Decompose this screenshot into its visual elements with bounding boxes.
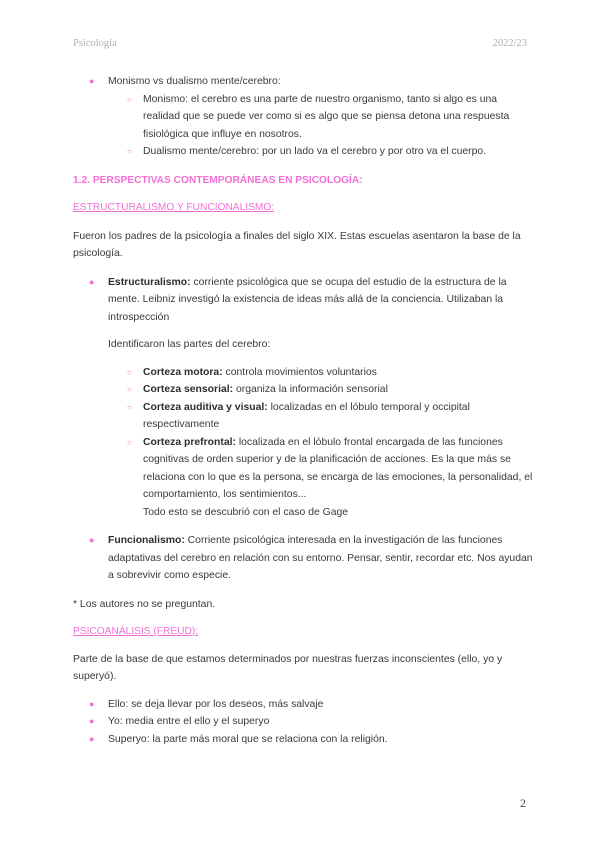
document-body [73,73,533,748]
paragraph: Todo esto se descubrió con el caso de Gage [143,506,349,518]
bullet-icon: ● [89,76,95,86]
sub-bullet-corteza: ○ Corteza sensorial: organiza la información sensorial [73,381,533,399]
sub-bullet-dualismo: ○ Dualismo mente/cerebro: por un lado va el cerebro y por otro va el cuerpo. [73,143,533,161]
bullet-estructuralismo: ● Estructuralismo: corriente psicológica que se ocupa del estudio de la estructura de la mente. Leibniz investigó la existencia de ideas más allá de la conciencia. Utilizaban la introspección [73,274,533,327]
page-number: 2 [520,796,526,810]
subsection-heading: PSICOANÁLISIS (FREUD): [73,626,199,637]
circle-bullet-icon: ○ [127,385,132,394]
bullet-icon: ● [89,716,95,726]
sub-bullet-monismo: ○ Monismo: el cerebro es una parte de nuestro organismo, tanto si algo es una realidad que se puede ver como si es algo que se piensa detona una respuesta fisiológica que influye en nosotros. [73,91,533,144]
note: * Los autores no se preguntan. [73,598,216,610]
paragraph: Parte de la base de que estamos determinados por nuestras fuerzas inconscientes (ello, yo y superyó). [73,653,503,682]
paragraph: Fueron los padres de la psicología a finales del siglo XIX. Estas escuelas asentaron la base de la psicología. [73,230,521,259]
bullet-monismo: ● Monismo vs dualismo mente/cerebro: [73,73,533,91]
circle-bullet-icon: ○ [127,402,132,412]
bullet-yo: ● Yo: media entre el ello y el superyo [73,713,533,731]
sub-bullet-corteza: ○ Corteza motora: controla movimientos voluntarios [73,364,533,382]
paragraph: Identificaron las partes del cerebro: [108,339,271,350]
sub-bullet-corteza: ○ Corteza prefrontal: localizada en el lóbulo frontal encargada de las funciones cognitivas de orden superior y de la planificación de acciones. Es la que más se relaciona con lo que es la persona, se encarga de las emociones, la personalidad, el comportamiento, los sentimientos... [73,434,533,504]
circle-bullet-icon: ○ [127,437,132,447]
bullet-icon: ● [89,733,95,744]
bullet-ello: ● Ello: se deja llevar por los deseos, más salvaje [73,696,533,714]
bullet-funcionalismo: ● Funcionalismo: Corriente psicológica interesada en la investigación de las funciones adaptativas del cerebro en relación con su entorno. Pensar, sentir, recordar etc. Nos ayudan a sobrevivir como especie. [73,532,533,585]
section-heading: 1.2. PERSPECTIVAS CONTEMPORÁNEAS EN PSICOLOGÍA: [73,174,363,186]
subsection-heading: ESTRUCTURALISMO Y FUNCIONALISMO: [73,202,275,213]
sub-bullet-corteza: ○ Corteza auditiva y visual: localizadas en el lóbulo temporal y occipital respectivamente [73,399,533,434]
bullet-icon: ● [89,276,95,287]
circle-bullet-icon: ○ [127,147,132,156]
bullet-icon: ● [89,535,95,545]
header-year: 2022/23 [492,38,527,49]
circle-bullet-icon: ○ [127,367,132,377]
circle-bullet-icon: ○ [127,94,132,104]
bullet-superyo: ● Superyo: la parte más moral que se relaciona con la religión. [73,731,533,749]
bullet-icon: ● [89,698,95,709]
header-subject: Psicología [73,38,117,49]
